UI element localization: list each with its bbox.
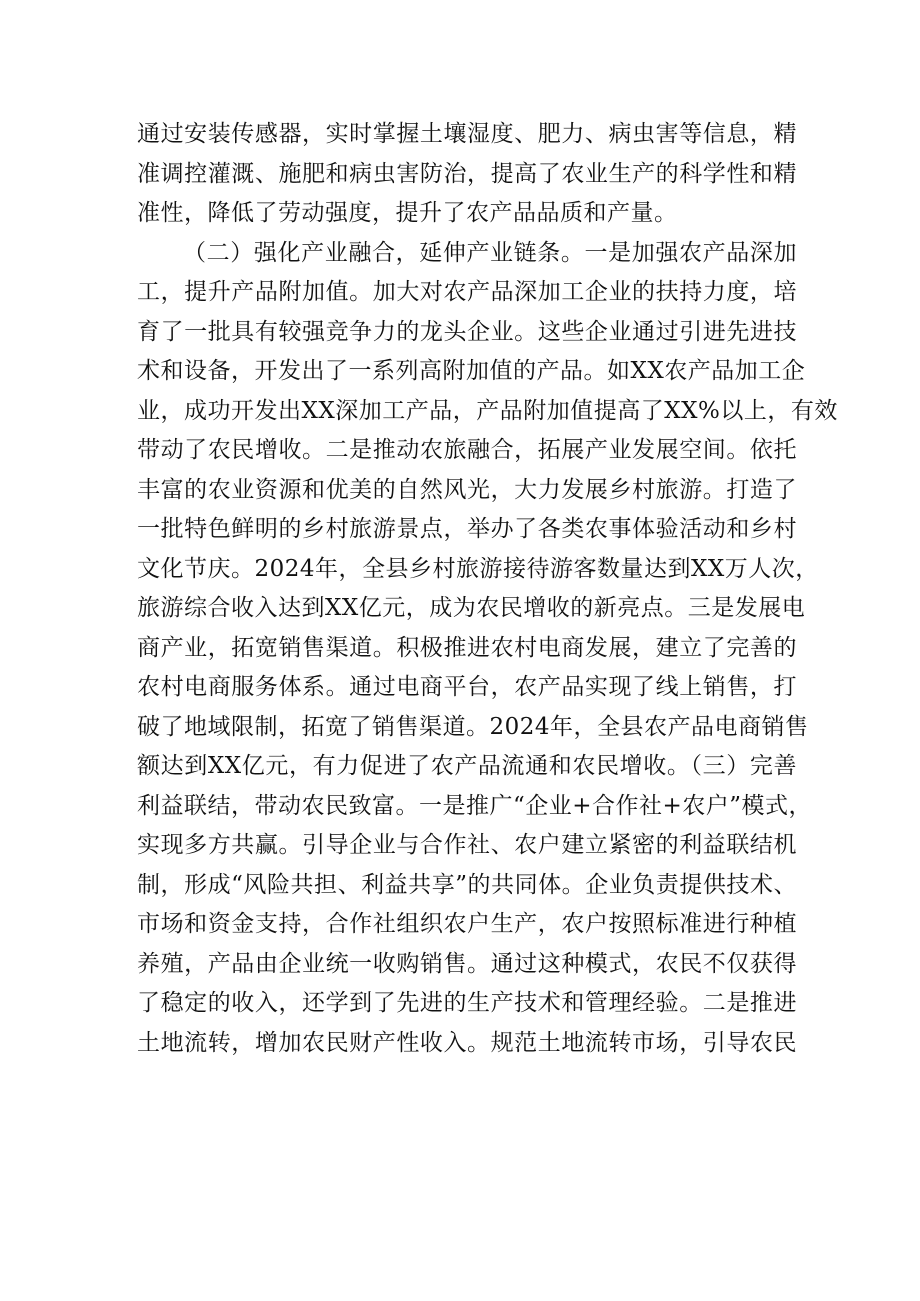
text-line: 旅游综合收入达到XX亿元，成为农民增收的新亮点。三是发展电 [137, 595, 806, 621]
paragraph-start-line: （二）强化产业融合，延伸产业链条。一是加强农产品深加 [183, 239, 797, 266]
text-line: 带动了农民增收。二是推动农旅融合，拓展产业发展空间。依托 [137, 437, 797, 463]
text-line: 破了地域限制，拓宽了销售渠道。2024年，全县农产品电商销售 [137, 713, 809, 740]
text-line: 育了一批具有较强竞争力的龙头企业。这些企业通过引进先进技 [137, 318, 797, 345]
text-line: 文化节庆。2024年，全县乡村旅游接待游客数量达到XX万人次， [137, 555, 819, 582]
text-line: 实现多方共赢。引导企业与合作社、农户建立紧密的利益联结机 [137, 832, 797, 858]
text-line: 农村电商服务体系。通过电商平台，农产品实现了线上销售，打 [137, 674, 797, 700]
text-line: 工，提升产品附加值。加大对农产品深加工企业的扶持力度，培 [137, 279, 797, 305]
document-body [137, 115, 838, 1063]
text-line: 了稳定的收入，还学到了先进的生产技术和管理经验。二是推进 [137, 990, 797, 1016]
text-line: 利益联结，带动农民致富。一是推广“企业+合作社+农户”模式， [137, 792, 813, 819]
text-line: 制，形成“风险共担、利益共享”的共同体。企业负责提供技术、 [137, 871, 797, 898]
text-line: 业，成功开发出XX深加工产品，产品附加值提高了XX%以上，有效 [137, 397, 838, 424]
text-line: 额达到XX亿元，有力促进了农产品流通和农民增收。（三）完善 [137, 753, 797, 779]
text-line: 丰富的农业资源和优美的自然风光，大力发展乡村旅游。打造了 [137, 476, 797, 503]
text-line: 术和设备，开发出了一系列高附加值的产品。如XX农产品加工企 [137, 358, 806, 384]
text-line: 市场和资金支持，合作社组织农户生产，农户按照标准进行种植 [137, 911, 797, 937]
text-line: 准性，降低了劳动强度，提升了农产品品质和产量。 [137, 200, 678, 226]
text-line: 准调控灌溉、施肥和病虫害防治，提高了农业生产的科学性和精 [137, 160, 797, 187]
text-line: 通过安装传感器，实时掌握土壤湿度、肥力、病虫害等信息，精 [137, 121, 797, 147]
text-line: 土地流转，增加农民财产性收入。规范土地流转市场，引导农民 [137, 1029, 797, 1056]
text-line: 商产业，拓宽销售渠道。积极推进农村电商发展，建立了完善的 [137, 634, 797, 661]
text-line: 一批特色鲜明的乡村旅游景点，举办了各类农事体验活动和乡村 [137, 516, 797, 542]
text-line: 养殖，产品由企业统一收购销售。通过这种模式，农民不仅获得 [137, 950, 797, 977]
